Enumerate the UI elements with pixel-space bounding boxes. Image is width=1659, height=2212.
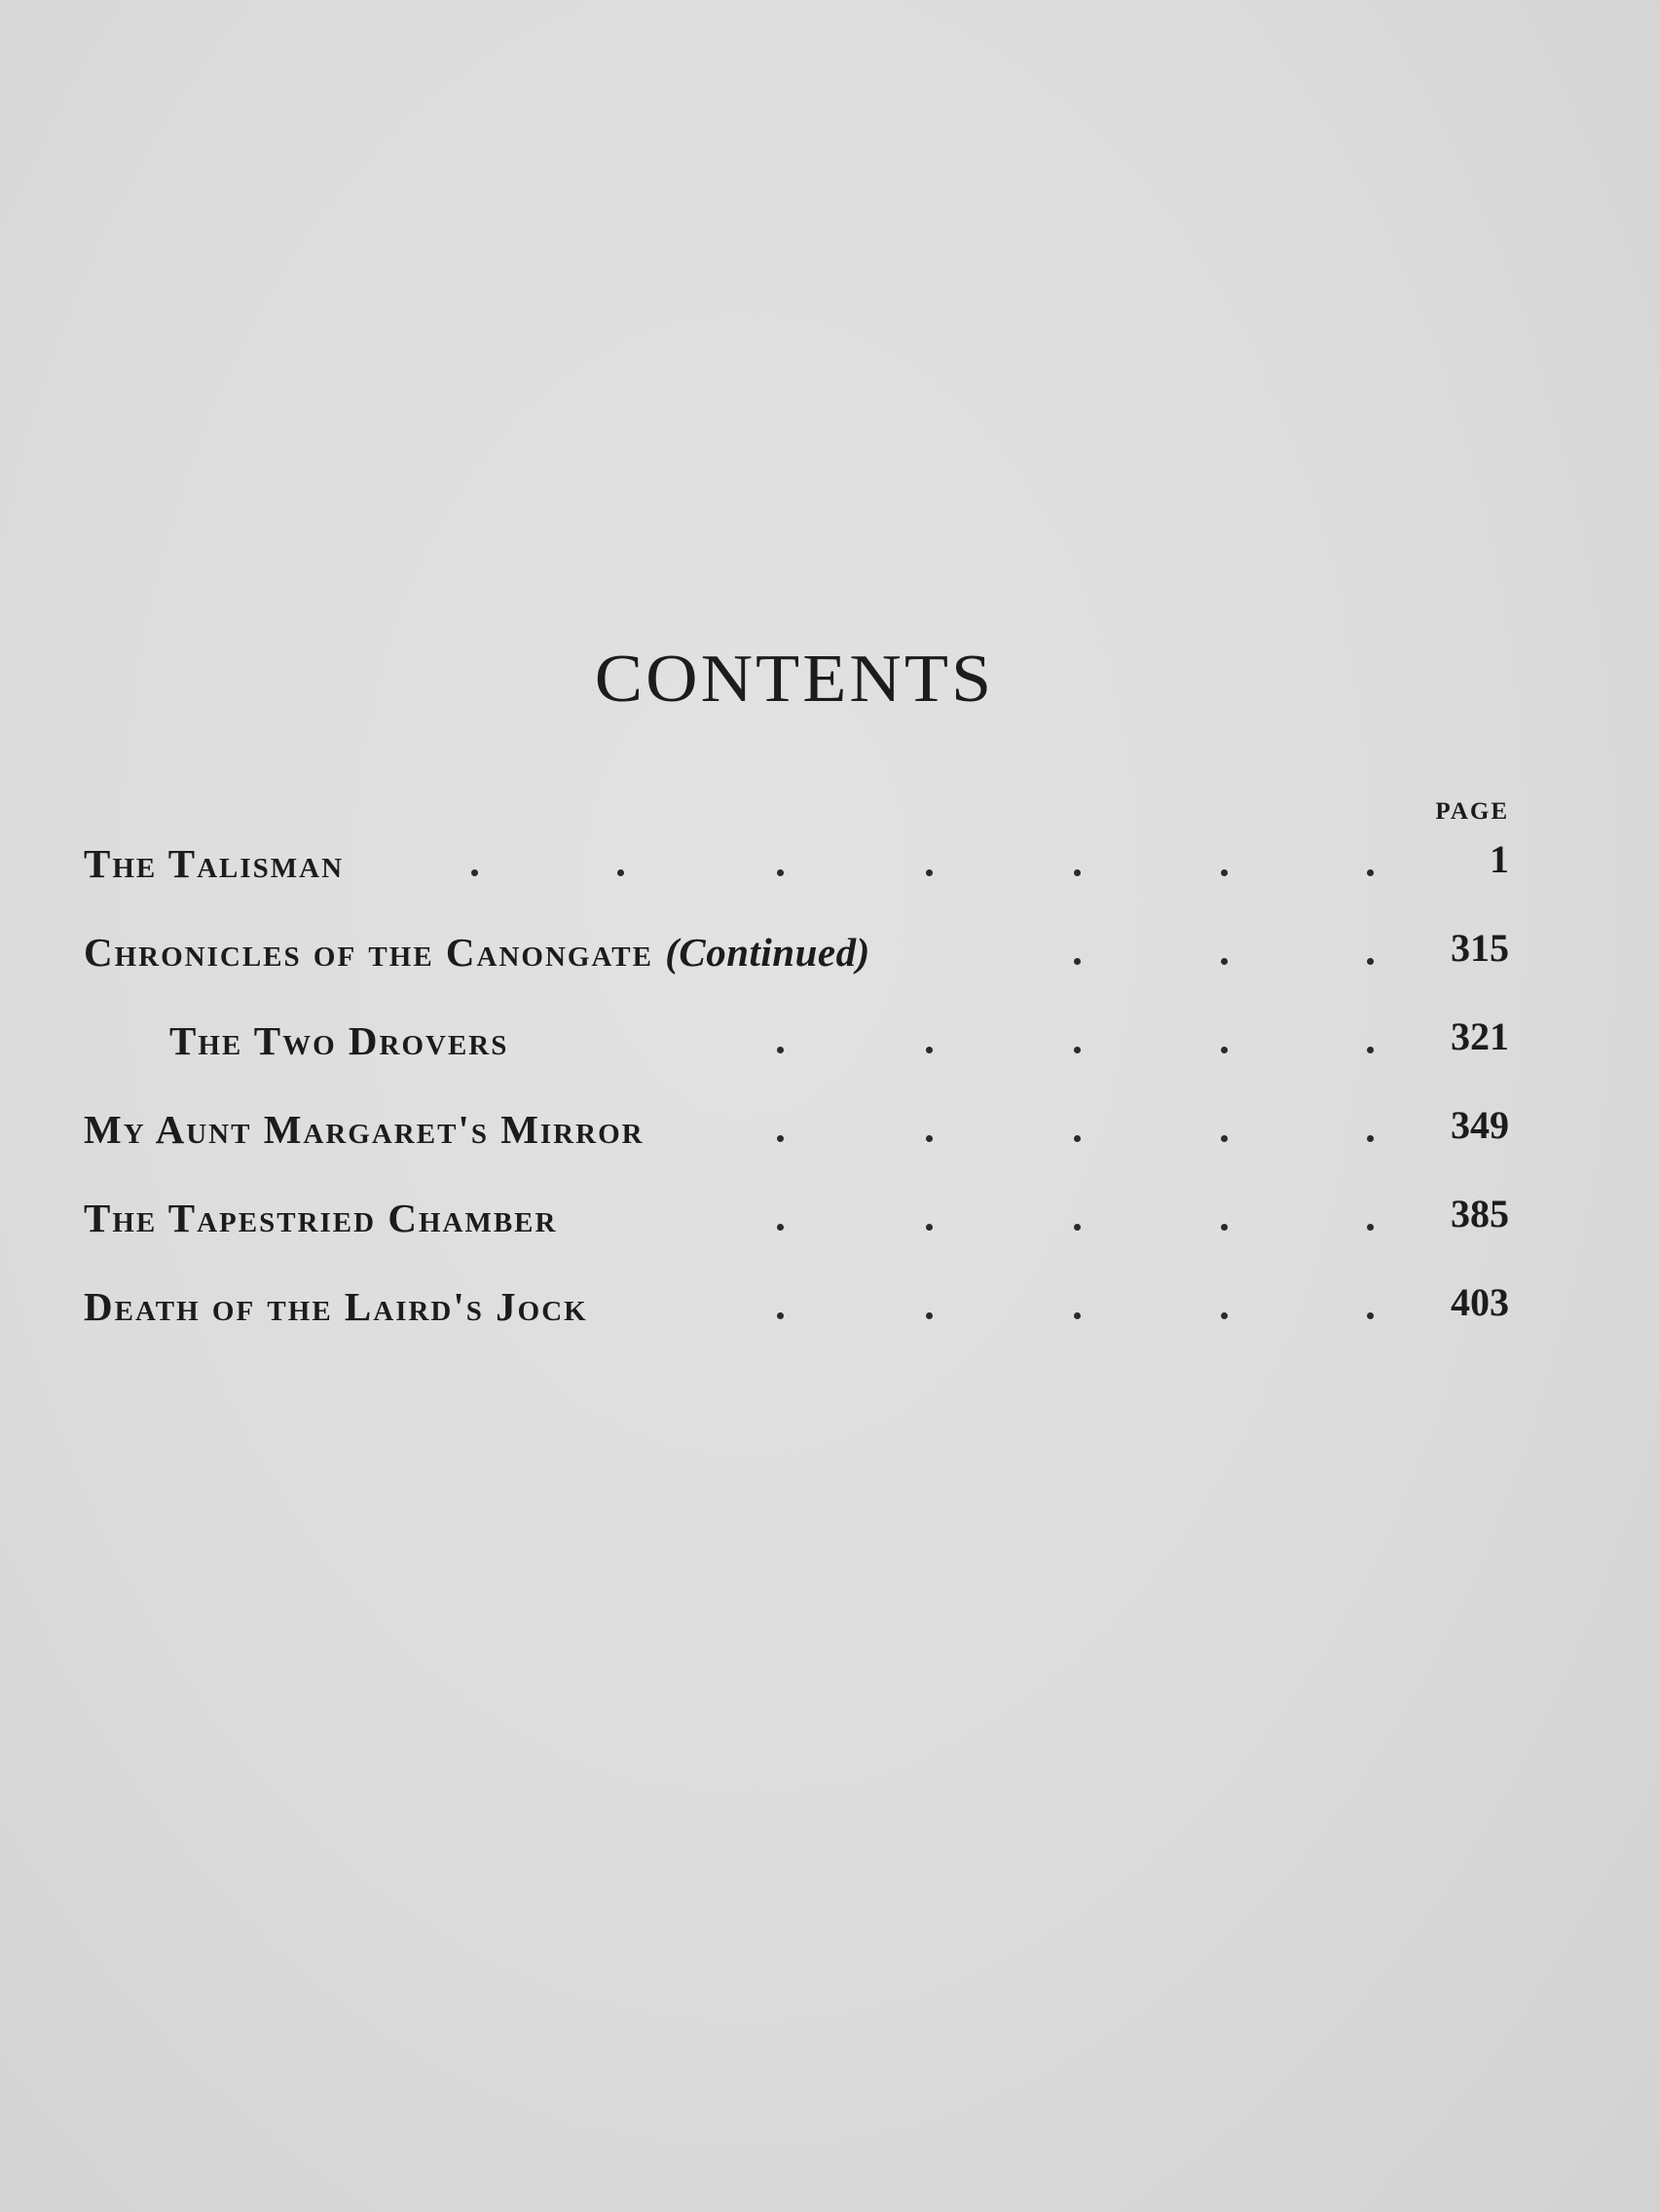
toc-entry	[84, 1010, 1509, 1098]
toc-entry-page: 321	[1451, 1014, 1509, 1058]
toc-entry-page: 315	[1451, 926, 1509, 970]
leader-dots	[84, 921, 1509, 1010]
toc-entry	[84, 921, 1509, 1010]
toc-entry-page: 385	[1451, 1192, 1509, 1235]
toc-entry-title: The Two Drovers	[169, 1018, 509, 1063]
toc-entry-title: The Tapestried Chamber	[84, 1196, 558, 1240]
page-title: CONTENTS	[594, 641, 995, 717]
toc-entry-page: 349	[1451, 1103, 1509, 1147]
toc-entry-title: Death of the Laird's Jock	[84, 1284, 588, 1329]
toc-entry-note: (Continued)	[665, 930, 870, 975]
toc-entry	[84, 1098, 1509, 1187]
toc-entry	[84, 1275, 1509, 1364]
table-of-contents	[84, 832, 1509, 1364]
toc-entry	[84, 1187, 1509, 1275]
toc-entry-title: Chronicles of the Canongate (Continued)	[84, 930, 870, 975]
toc-entry-title: My Aunt Margaret's Mirror	[84, 1107, 645, 1152]
toc-entry	[84, 832, 1509, 921]
toc-entry-page: 403	[1451, 1280, 1509, 1324]
leader-dots	[84, 1098, 1509, 1187]
leader-dots	[84, 1187, 1509, 1275]
toc-entry-title: The Talisman	[84, 841, 345, 886]
leader-dots	[84, 832, 1509, 921]
leader-dots	[84, 1010, 1509, 1098]
leader-dots	[84, 1275, 1509, 1364]
page-column-header: PAGE	[1435, 798, 1509, 825]
toc-entry-page: 1	[1490, 837, 1509, 881]
